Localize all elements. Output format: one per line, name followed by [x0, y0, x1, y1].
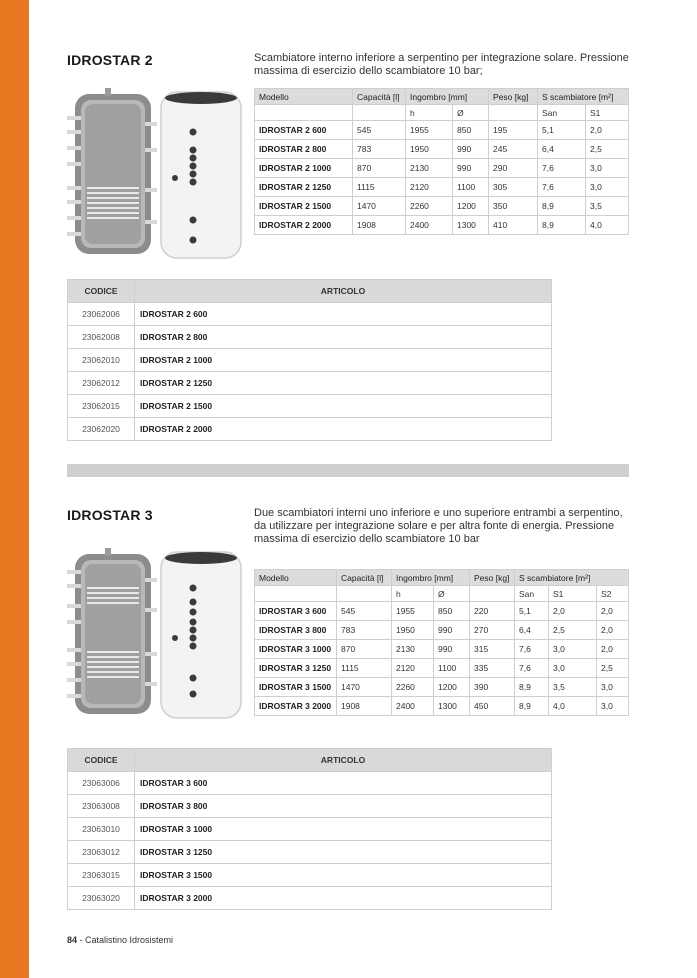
table-row: 23062010 IDROSTAR 2 1000: [68, 349, 552, 372]
codes-table-idrostar-2: [67, 279, 552, 441]
col-san: San: [515, 586, 549, 602]
table-row: 23063012 IDROSTAR 3 1250: [68, 841, 552, 864]
col-modello: Modello: [255, 89, 353, 105]
table-row: 23062020 IDROSTAR 2 2000: [68, 418, 552, 441]
col-scambiatore: S scambiatore [m²]: [538, 89, 629, 105]
table-row: IDROSTAR 2 1000 870 2130 990 290 7,6 3,0: [255, 159, 629, 178]
page-footer: [67, 935, 173, 945]
col-h: h: [392, 586, 434, 602]
page-number: 84: [67, 935, 78, 945]
table-row: 23063010 IDROSTAR 3 1000: [68, 818, 552, 841]
table-row: IDROSTAR 3 1500 1470 2260 1200 390 8,9 3,5 3,0: [255, 678, 629, 697]
table-row: 23062012 IDROSTAR 2 1250: [68, 372, 552, 395]
section-title-idrostar-3: IDROSTAR 3: [67, 507, 153, 523]
section-description-idrostar-3: Due scambiatori interni uno inferiore e uno superiore entrambi a serpentino, da utilizzare per integrazione solare e per altra fonte di energia. Pressione massima di esercizio dello scambiatore 10 bar: [254, 507, 623, 545]
table-row: 23063020 IDROSTAR 3 2000: [68, 887, 552, 910]
col-codice: CODICE: [68, 749, 135, 772]
table-row: IDROSTAR 2 600 545 1955 850 195 5,1 2,0: [255, 121, 629, 140]
col-scambiatore: S scambiatore [m²]: [515, 570, 629, 586]
col-s1: S1: [549, 586, 597, 602]
table-row: IDROSTAR 3 1000 870 2130 990 315 7,6 3,0 2,0: [255, 640, 629, 659]
col-diam: Ø: [453, 105, 489, 121]
footer-text: - Catalistino Idrosistemi: [77, 935, 174, 945]
table-row: 23062008 IDROSTAR 2 800: [68, 326, 552, 349]
col-san: San: [538, 105, 586, 121]
table-row: 23062015 IDROSTAR 2 1500: [68, 395, 552, 418]
col-s1: S1: [586, 105, 629, 121]
table-row: IDROSTAR 3 1250 1115 2120 1100 335 7,6 3,0 2,5: [255, 659, 629, 678]
section-title-idrostar-2: IDROSTAR 2: [67, 52, 153, 68]
col-diam: Ø: [434, 586, 470, 602]
cutaway-tank-illustration: [67, 548, 157, 714]
white-tank-illustration: [161, 552, 241, 718]
table-row: 23063015 IDROSTAR 3 1500: [68, 864, 552, 887]
codes-table-idrostar-3: [67, 748, 552, 910]
col-ingombro: Ingombro [mm]: [406, 89, 489, 105]
col-articolo: ARTICOLO: [135, 749, 552, 772]
cutaway-tank-illustration: [67, 88, 157, 254]
col-s2: S2: [597, 586, 629, 602]
col-ingombro: Ingombro [mm]: [392, 570, 470, 586]
table-row: IDROSTAR 2 800 783 1950 990 245 6,4 2,5: [255, 140, 629, 159]
idrostar-2-product-image: [67, 88, 245, 260]
col-peso: Peso [kg]: [470, 570, 515, 586]
table-row: IDROSTAR 2 1500 1470 2260 1200 350 8,9 3,5: [255, 197, 629, 216]
col-peso: Peso [kg]: [489, 89, 538, 105]
table-row: IDROSTAR 2 2000 1908 2400 1300 410 8,9 4,0: [255, 216, 629, 235]
section-separator: [67, 464, 629, 477]
white-tank-illustration: [161, 92, 241, 258]
col-articolo: ARTICOLO: [135, 280, 552, 303]
table-row: 23063006 IDROSTAR 3 600: [68, 772, 552, 795]
table-row: IDROSTAR 3 800 783 1950 990 270 6,4 2,5 2,0: [255, 621, 629, 640]
col-codice: CODICE: [68, 280, 135, 303]
col-h: h: [406, 105, 453, 121]
table-row: IDROSTAR 3 2000 1908 2400 1300 450 8,9 4,0 3,0: [255, 697, 629, 716]
idrostar-3-product-image: [67, 548, 245, 720]
spec-table-idrostar-2: [254, 88, 629, 235]
section-description-idrostar-2: Scambiatore interno inferiore a serpentino per integrazione solare. Pressione massima di esercizio dello scambiatore 10 bar;: [254, 52, 629, 77]
spec-table-idrostar-3: [254, 569, 629, 716]
col-modello: Modello: [255, 570, 337, 586]
col-capacita: Capacità [l]: [337, 570, 392, 586]
table-row: IDROSTAR 2 1250 1115 2120 1100 305 7,6 3,0: [255, 178, 629, 197]
col-capacita: Capacità [l]: [353, 89, 406, 105]
table-row: 23063008 IDROSTAR 3 800: [68, 795, 552, 818]
orange-side-bar: [0, 0, 29, 978]
table-row: 23062006 IDROSTAR 2 600: [68, 303, 552, 326]
table-row: IDROSTAR 3 600 545 1955 850 220 5,1 2,0 2,0: [255, 602, 629, 621]
